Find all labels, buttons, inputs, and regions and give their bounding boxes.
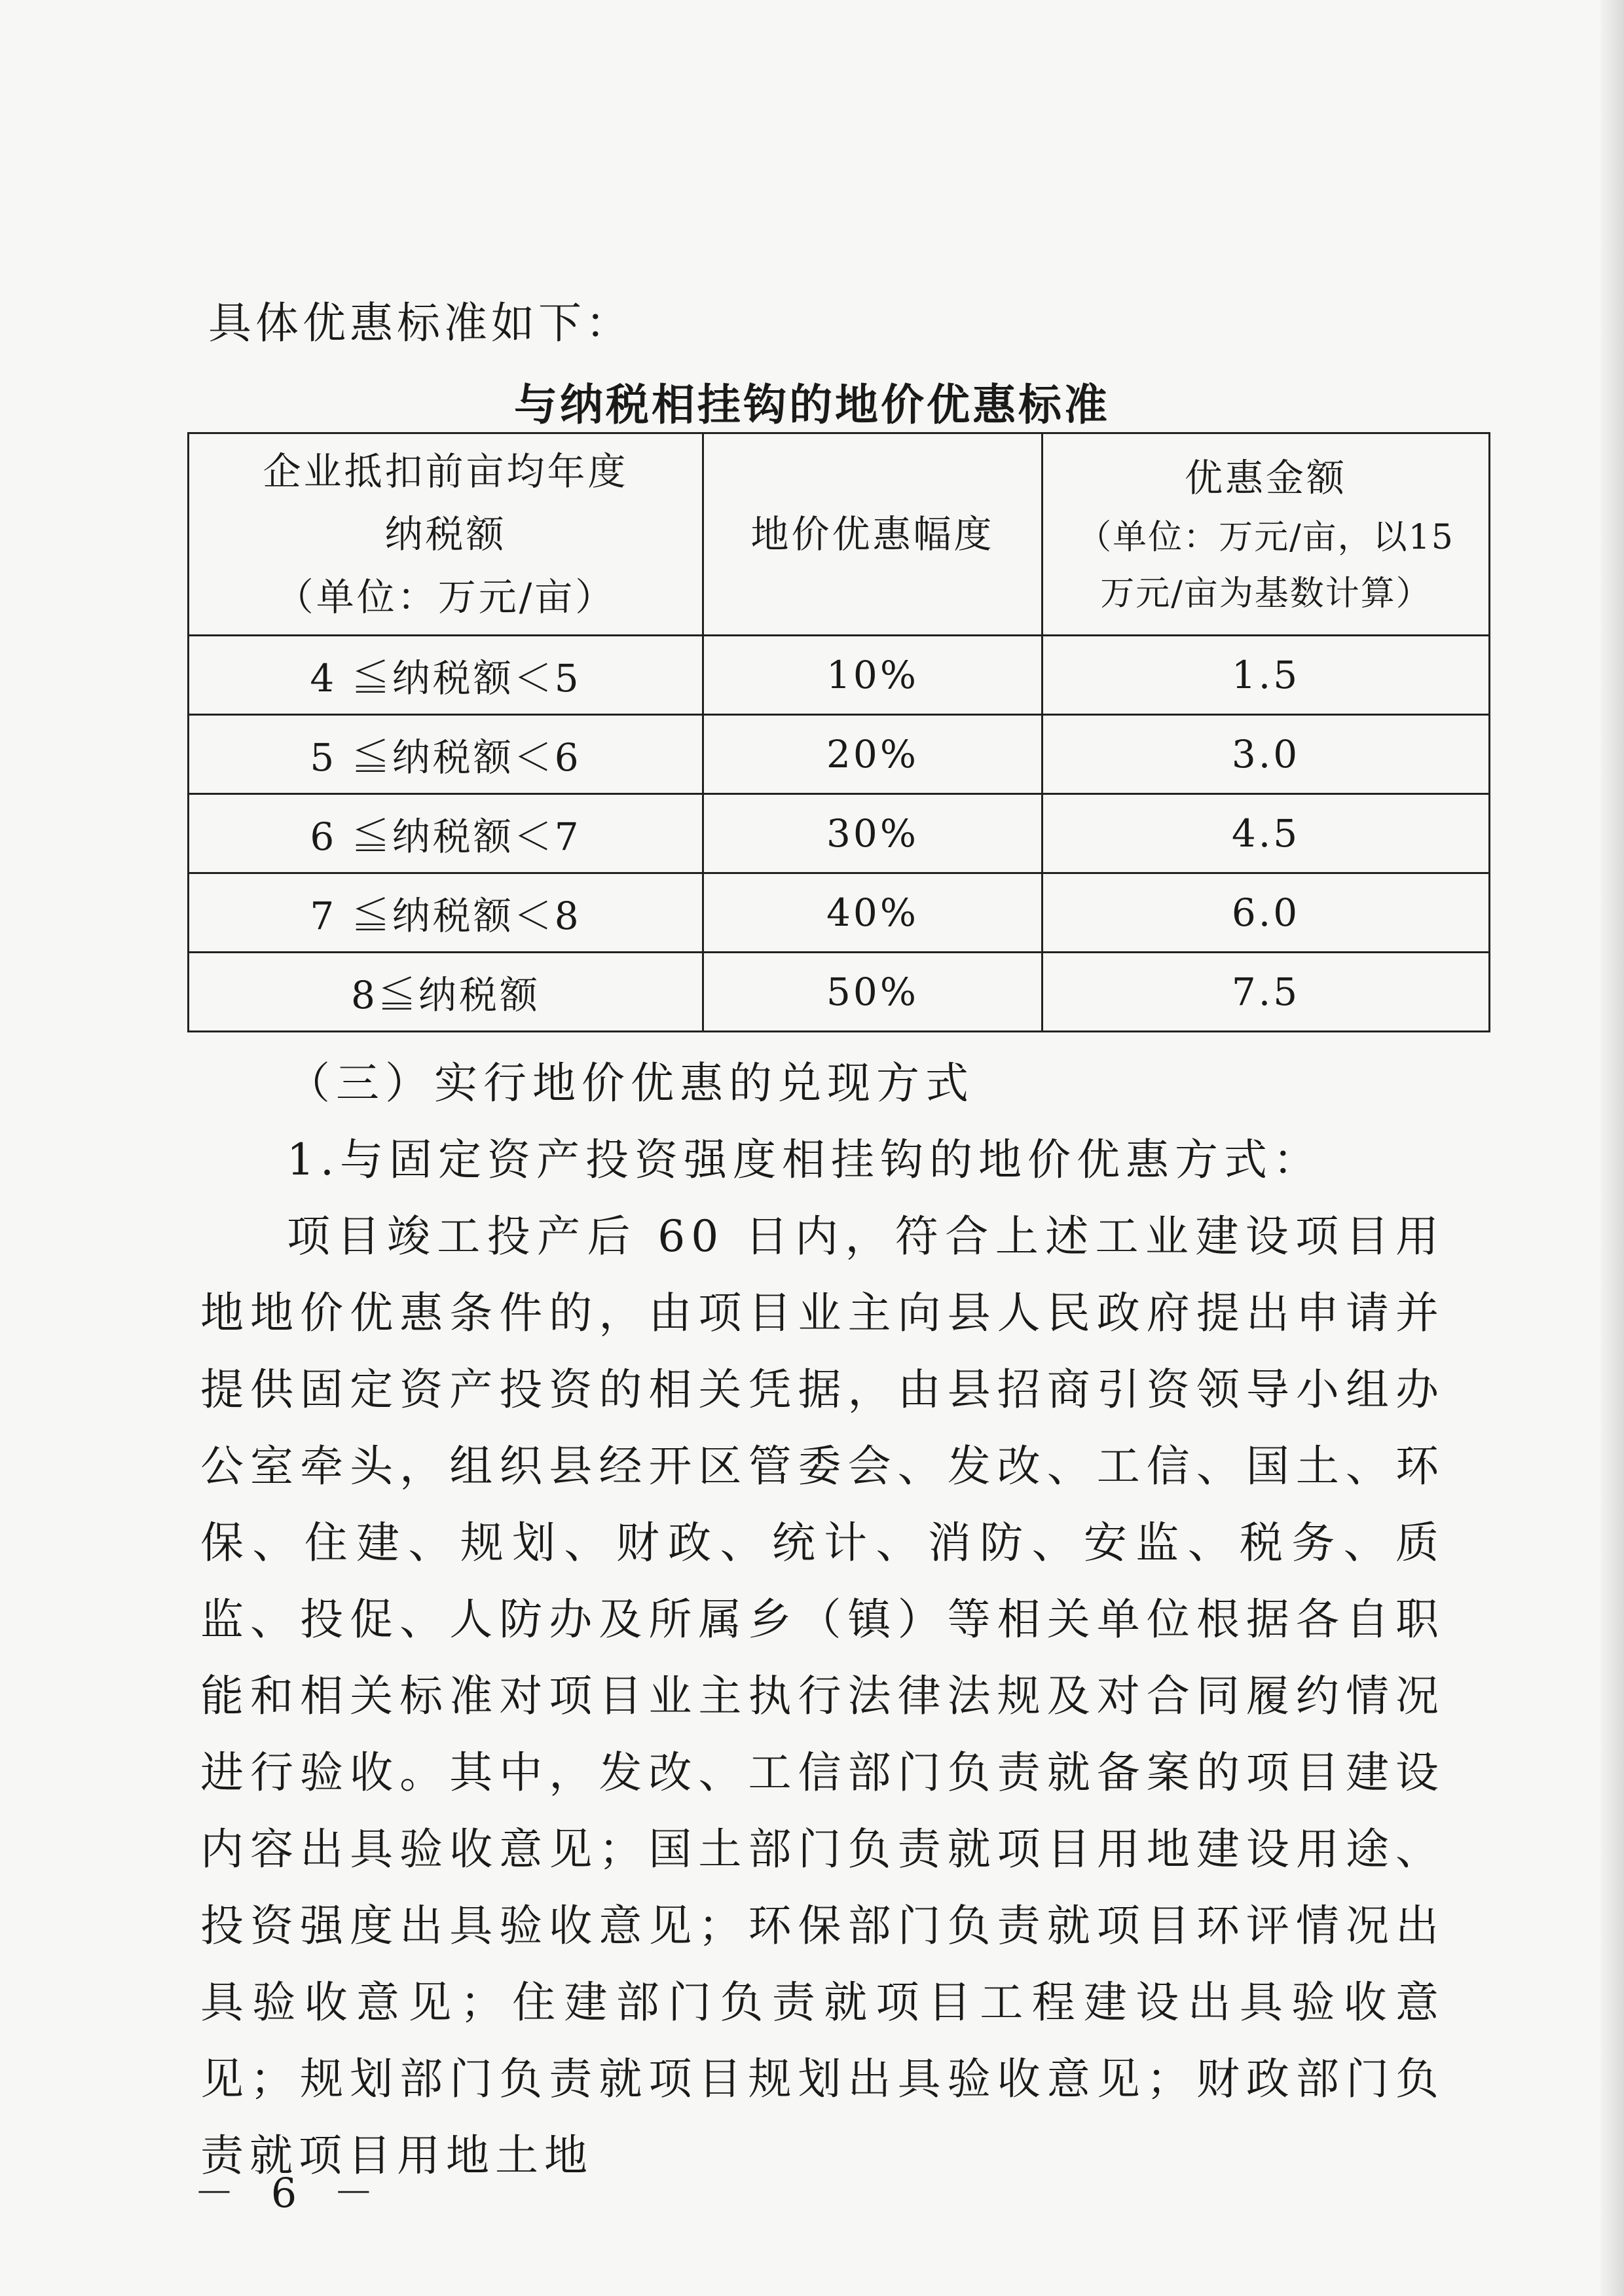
header-discount-amount: [1043, 433, 1490, 636]
header-discount-rate: [703, 433, 1043, 636]
page-edge-shadow: [1600, 0, 1624, 2296]
header-line: 企业抵扣前亩均年度: [263, 449, 629, 494]
header-line: 优惠金额: [1184, 456, 1347, 500]
discount-amount-cell: 4.5: [1043, 794, 1490, 873]
discount-standard-table: [187, 432, 1490, 1032]
tax-range-cell: 7 ≦纳税额＜8: [189, 873, 703, 953]
header-line: 万元/亩为基数计算）: [1100, 574, 1431, 613]
table-header-row: [189, 433, 1490, 636]
tax-range-cell: 8≦纳税额: [189, 953, 703, 1032]
header-tax-amount: [189, 433, 703, 636]
discount-rate-cell: 50%: [703, 953, 1043, 1032]
intro-text: 具体优惠标准如下：: [208, 298, 633, 348]
section-heading: （三）实行地价优惠的兑现方式: [287, 1058, 974, 1108]
discount-rate-cell: 10%: [703, 636, 1043, 715]
item-heading: 1.与固定资产投资强度相挂钩的地价优惠方式：: [287, 1135, 1322, 1185]
table-row: [189, 794, 1490, 873]
table-row: [189, 873, 1490, 953]
discount-amount-cell: 1.5: [1043, 636, 1490, 715]
body-paragraph: 项目竣工投产后 60 日内，符合上述工业建设项目用地地价优惠条件的，由项目业主向县人民政府提出申请并提供固定资产投资的相关凭据，由县招商引资领导小组办公室牵头，组织县经开区管委会、发改、工信、国土、环保、住建、规划、财政、统计、消防、安监、税务、质监、投促、人防办及所属乡（镇）等相关单位根据各自职能和相关标准对项目业主执行法律法规及对合同履约情况进行验收。其中，发改、工信部门负责就备案的项目建设内容出具验收意见；国土部门负责就项目用地建设用途、投资强度出具验收意见；环保部门负责就项目环评情况出具验收意见；住建部门负责就项目工程建设出具验收意见；规划部门负责就项目规划出具验收意见；财政部门负责就项目用地土地: [200, 1211, 1445, 2181]
table-title: 与纳税相挂钩的地价优惠标准: [514, 380, 1110, 430]
body-text: [200, 1045, 1445, 2194]
tax-range-cell: 5 ≦纳税额＜6: [189, 715, 703, 794]
tax-range-cell: 4 ≦纳税额＜5: [189, 636, 703, 715]
tax-range-cell: 6 ≦纳税额＜7: [189, 794, 703, 873]
header-line: 地价优惠幅度: [750, 512, 995, 556]
table-row: [189, 636, 1490, 715]
table-row: [189, 715, 1490, 794]
page-number: － 6 －: [194, 2169, 386, 2217]
header-line: （单位：万元/亩）: [275, 575, 616, 619]
header-line: （单位：万元/亩，以15: [1077, 518, 1454, 557]
table-row: [189, 953, 1490, 1032]
discount-amount-cell: 7.5: [1043, 953, 1490, 1032]
discount-amount-cell: 6.0: [1043, 873, 1490, 953]
discount-rate-cell: 40%: [703, 873, 1043, 953]
discount-rate-cell: 20%: [703, 715, 1043, 794]
discount-rate-cell: 30%: [703, 794, 1043, 873]
header-line: 纳税额: [384, 512, 507, 556]
discount-amount-cell: 3.0: [1043, 715, 1490, 794]
